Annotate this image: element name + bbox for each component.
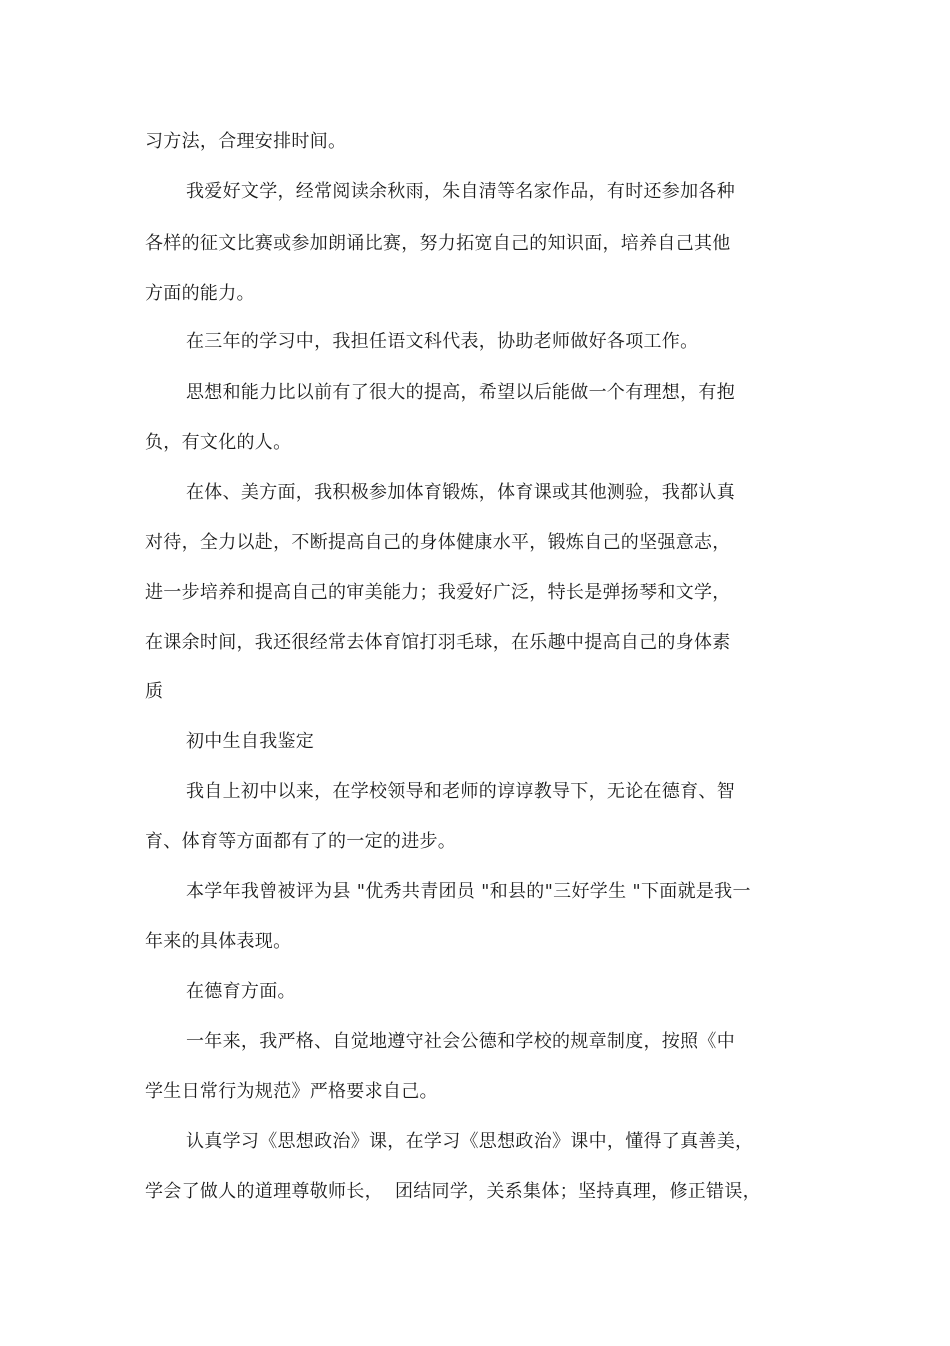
text-line: 对待，全力以赴，不断提高自己的身体健康水平，锻炼自己的坚强意志， bbox=[145, 532, 731, 553]
paragraph-start-line: 思想和能力比以前有了很大的提高，希望以后能做一个有理想，有抱 bbox=[186, 382, 735, 403]
text-line: 习方法，合理安排时间。 bbox=[145, 131, 347, 152]
text-line: 方面的能力。 bbox=[145, 283, 255, 304]
text-line: 学会了做人的道理尊敬师长， 团结同学，关系集体；坚持真理，修正错误， bbox=[145, 1181, 761, 1202]
paragraph-start-line: 在德育方面。 bbox=[186, 981, 296, 1002]
text-line: 负，有文化的人。 bbox=[145, 432, 292, 453]
text-line: 在课余时间，我还很经常去体育馆打羽毛球，在乐趣中提高自己的身体素 bbox=[145, 632, 731, 653]
text-line: 学生日常行为规范》严格要求自己。 bbox=[145, 1081, 438, 1102]
paragraph-start-line: 我爱好文学，经常阅读余秋雨，朱自清等名家作品，有时还参加各种 bbox=[186, 181, 735, 202]
paragraph-start-line: 本学年我曾被评为县 "优秀共青团员 "和县的"三好学生 "下面就是我一 bbox=[186, 881, 751, 902]
section-heading: 初中生自我鉴定 bbox=[186, 731, 315, 752]
text-line: 各样的征文比赛或参加朗诵比赛，努力拓宽自己的知识面，培养自己其他 bbox=[145, 233, 731, 254]
text-line: 年来的具体表现。 bbox=[145, 931, 292, 952]
text-line: 质 bbox=[145, 681, 164, 702]
text-line: 育、体育等方面都有了的一定的进步。 bbox=[145, 831, 457, 852]
paragraph-start-line: 一年来，我严格、自觉地遵守社会公德和学校的规章制度，按照《中 bbox=[186, 1031, 735, 1052]
paragraph-start-line: 认真学习《思想政治》课，在学习《思想政治》课中，懂得了真善美， bbox=[186, 1131, 754, 1152]
paragraph-start-line: 我自上初中以来，在学校领导和老师的谆谆教导下，无论在德育、智 bbox=[186, 781, 735, 802]
text-line: 进一步培养和提高自己的审美能力；我爱好广泛，特长是弹扬琴和文学， bbox=[145, 582, 731, 603]
paragraph-start-line: 在体、美方面，我积极参加体育锻炼，体育课或其他测验，我都认真 bbox=[186, 482, 735, 503]
paragraph-start-line: 在三年的学习中，我担任语文科代表，协助老师做好各项工作。 bbox=[186, 331, 699, 352]
